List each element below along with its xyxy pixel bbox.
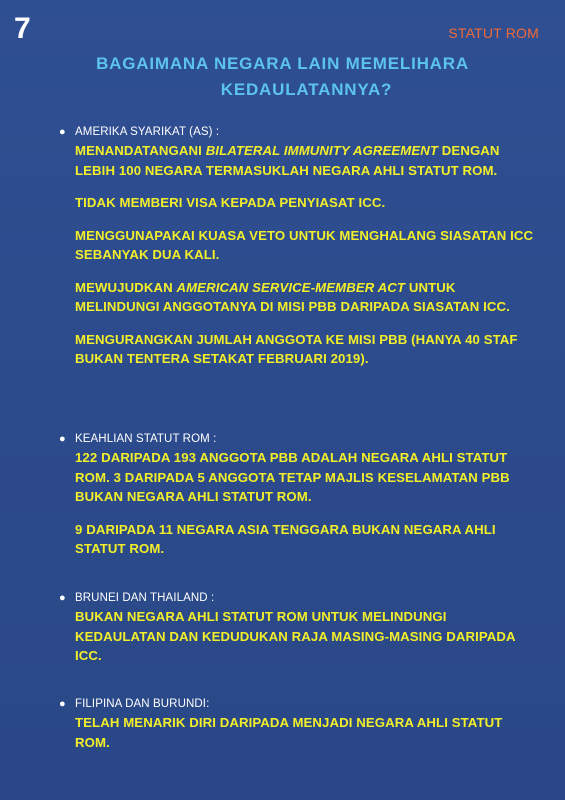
section-label: [59, 591, 539, 605]
section-label: [59, 432, 539, 446]
paragraph-text: MEWUJUDKAN: [75, 279, 177, 295]
paragraph-text: UNTUK MELINDUNGI ANGGOTANYA DI MISI PBB DARIPADA SIASATAN ICC.: [75, 279, 510, 314]
paragraph: [59, 278, 539, 317]
page-title-line-1: BAGAIMANA NEGARA LAIN MEMELIHARA: [96, 54, 469, 73]
paragraph: TELAH MENARIK DIRI DARIPADA MENJADI NEGARA AHLI STATUT ROM.: [75, 715, 503, 750]
section-label-text: BRUNEI DAN THAILAND :: [75, 592, 215, 604]
page-number: 7: [14, 12, 31, 45]
paragraph-text: MENANDATANGANI: [75, 143, 206, 158]
section-label-text: AMERIKA SYARIKAT (AS) :: [75, 126, 220, 138]
paragraph-text: DENGAN LEBIH 100 NEGARA TERMASUKLAH NEGARA AHLI STATUT ROM.: [75, 143, 500, 178]
paragraph: MENGURANGKAN JUMLAH ANGGOTA KE MISI PBB (HANYA 40 STAF BUKAN TENTERA SETAKAT FEBRUARI 2019).: [75, 331, 518, 366]
paragraph: BUKAN NEGARA AHLI STATUT ROM UNTUK MELINDUNGI KEDAULATAN DAN KEDUDUKAN RAJA MASING-MASING DARIPADA ICC.: [75, 609, 516, 663]
document-tag: STATUT ROM: [448, 25, 539, 41]
bullet-icon: ●: [59, 433, 66, 445]
section-label-text: KEAHLIAN STATUT ROM :: [75, 433, 217, 445]
section-filipina-burundi: [59, 697, 539, 752]
section-brunei-thailand: [59, 591, 539, 666]
section-keahlian-statut-rom: [59, 432, 539, 559]
paragraph: 9 DARIPADA 11 NEGARA ASIA TENGGARA BUKAN NEGARA AHLI STATUT ROM.: [75, 521, 496, 556]
section-label-text: FILIPINA DAN BURUNDI:: [75, 698, 210, 710]
bullet-icon: ●: [59, 126, 66, 138]
paragraph-emphasis: BILATERAL IMMUNITY AGREEMENT: [205, 143, 439, 158]
section-amerika-syarikat: [59, 125, 539, 369]
paragraph: TIDAK MEMBERI VISA KEPADA PENYIASAT ICC.: [75, 195, 386, 210]
section-label: [59, 697, 539, 711]
bullet-icon: ●: [59, 592, 66, 604]
paragraph: [59, 141, 539, 180]
paragraph: MENGGUNAPAKAI KUASA VETO UNTUK MENGHALANG SIASATAN ICC SEBANYAK DUA KALI.: [75, 227, 534, 262]
page-title-line-2: KEDAULATANNYA?: [220, 80, 393, 99]
section-label: [59, 125, 539, 139]
bullet-icon: ●: [59, 698, 66, 710]
paragraph-emphasis: AMERICAN SERVICE-MEMBER ACT: [176, 279, 406, 295]
paragraph: 122 DARIPADA 193 ANGGOTA PBB ADALAH NEGARA AHLI STATUT ROM. 3 DARIPADA 5 ANGGOTA TETAP MAJLIS KESELAMATAN PBB BUKAN NEGARA AHLI STATUT ROM.: [75, 450, 510, 504]
